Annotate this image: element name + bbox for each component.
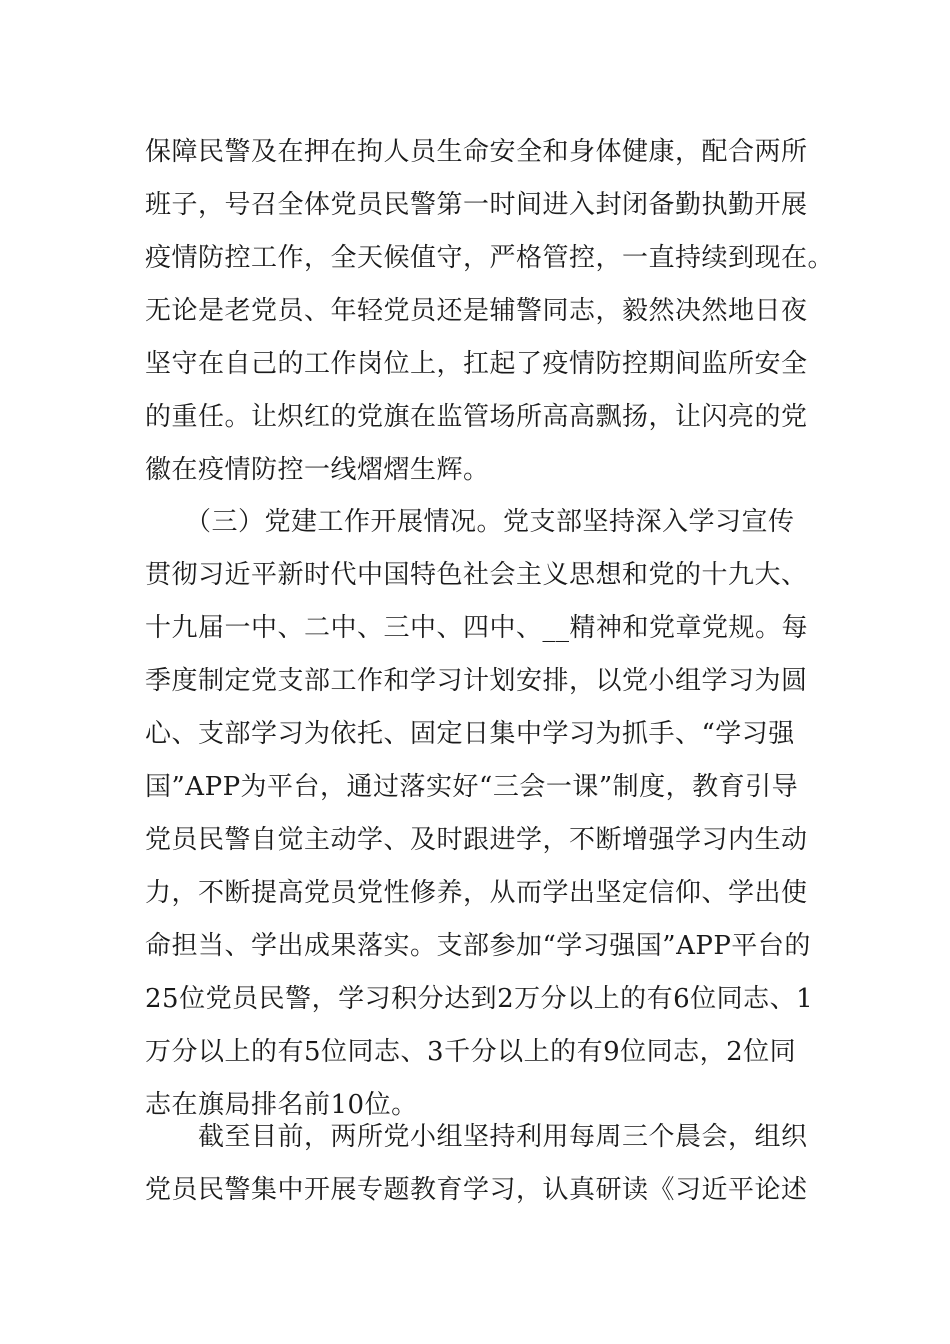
paragraph-2 [145,496,825,1132]
text-line: 党员民警自觉主动学、及时跟进学，不断增强学习内生动 [145,825,808,855]
text-line: 力，不断提高党员党性修养，从而学出坚定信仰、学出使 [145,878,808,908]
text-line: 25位党员民警，学习积分达到2万分以上的有6位同志、1 [145,984,814,1014]
text-line: 徽在疫情防控一线熠熠生辉。 [145,455,490,485]
text-line: 保障民警及在押在拘人员生命安全和身体健康，配合两所 [145,137,808,167]
text-line: 心、支部学习为依托、固定日集中学习为抓手、“学习强 [145,719,795,749]
text-line: 的重任。让炽红的党旗在监管场所高高飘扬，让闪亮的党 [145,402,808,432]
text-line: 万分以上的有5位同志、3千分以上的有9位同志，2位同 [145,1037,797,1067]
text-line: （三）党建工作开展情况。党支部坚持深入学习宣传 [145,507,795,537]
text-line: 国”APP为平台，通过落实好“三会一课”制度，教育引导 [145,772,799,802]
text-line: 十九届一中、二中、三中、四中、__精神和党章党规。每 [145,613,809,643]
text-line: 班子，号召全体党员民警第一时间进入封闭备勤执勤开展 [145,190,808,220]
text-line: 疫情防控工作，全天候值守，严格管控，一直持续到现在。 [145,243,835,273]
text-line: 截至目前，两所党小组坚持利用每周三个晨会，组织 [145,1122,808,1152]
text-line: 无论是老党员、年轻党员还是辅警同志，毅然决然地日夜 [145,296,808,326]
paragraph-1 [145,126,835,497]
text-line: 坚守在自己的工作岗位上，扛起了疫情防控期间监所安全 [145,349,808,379]
text-line: 党员民警集中开展专题教育学习，认真研读《习近平论述 [145,1175,808,1205]
text-line: 贯彻习近平新时代中国特色社会主义思想和党的十九大、 [145,560,808,590]
text-line: 季度制定党支部工作和学习计划安排，以党小组学习为圆 [145,666,808,696]
paragraph-3 [145,1111,825,1217]
text-line: 命担当、学出成果落实。支部参加“学习强国”APP平台的 [145,931,811,961]
text-line: 志在旗局排名前10位。 [145,1090,418,1120]
